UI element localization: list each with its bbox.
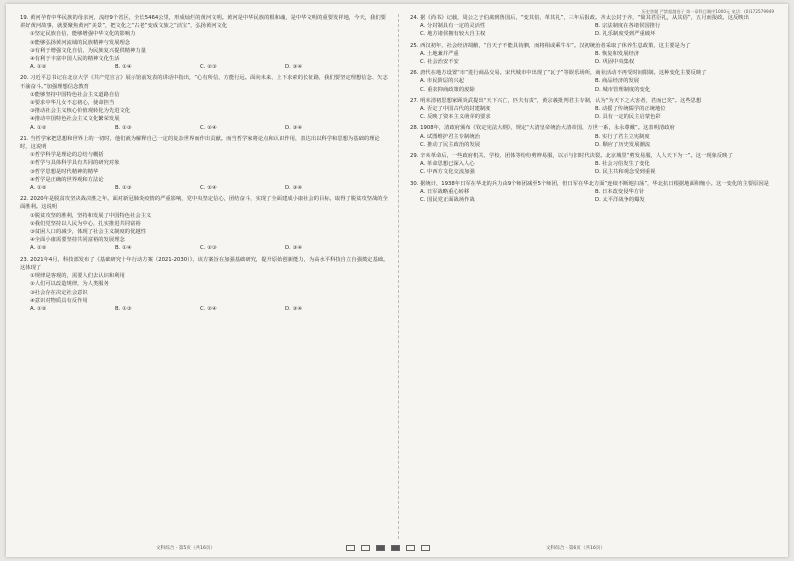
footer-left: 文科综合 · 第5页（共16页）: [156, 546, 216, 551]
statement-item: ④推动中国特色社会主义文化繁荣发展: [30, 116, 120, 123]
answer-option[interactable]: B. ①③: [115, 305, 132, 312]
question: [410, 42, 780, 67]
statement-item: ④意识对物质具有反作用: [30, 297, 88, 304]
answer-option[interactable]: A. ①②: [30, 64, 47, 71]
question-stem: 30. 据统计，1938年日军在华北的兵力由9个师团减至5个师团，但日军在华北方面“连续不断地扫荡”，华北抗日根据地面积缩小。这一变化的主要原因是: [410, 180, 769, 187]
answer-option[interactable]: A. 试图维护君主专制统治: [420, 133, 480, 140]
question-stem: 25. 西汉初年，社会经济凋敝，“自天子不能具钧驷，而将相或乘牛车”。汉初统治者采取了休养生息政策，这主要是为了: [410, 42, 691, 49]
answer-option[interactable]: B. 日本改变侵华方针: [595, 188, 645, 195]
statement-item: ③哲学思想是时代精神的精华: [30, 168, 99, 175]
statement-item: ③有利于增强文化自信，为民族复兴提供精神力量: [30, 47, 146, 54]
statement-item: ①哲学科学是理论的总结与概括: [30, 152, 104, 159]
answer-option[interactable]: B. 商品经济的发展: [595, 78, 640, 85]
question: [410, 69, 780, 94]
answer-option[interactable]: B. ①③: [115, 124, 132, 131]
answer-option[interactable]: C. ②④: [200, 124, 217, 131]
answer-option[interactable]: A. 分封制具有一定的灵活性: [420, 23, 486, 30]
answer-option[interactable]: D. 民主共和观念受到重视: [595, 169, 656, 176]
exam-sheet: [6, 4, 788, 557]
statement-item: ②人们可以改造规律，为人类服务: [30, 281, 109, 288]
statement-item: ①坚定民族自信，能够增强中华文化的影响力: [30, 31, 136, 38]
question: [410, 180, 780, 205]
answer-option[interactable]: D. 巩固中央集权: [595, 59, 635, 66]
page-dot[interactable]: [361, 545, 370, 551]
answer-option[interactable]: A. ①②: [30, 185, 47, 192]
question-stem: 28. 1908年，清政府颁布《钦定宪法大纲》，规定“大清皇帝统治大清帝国，万世一系，永永尊戴”。这表明清政府: [410, 125, 675, 132]
page-dot-active[interactable]: [391, 545, 400, 551]
answer-option[interactable]: B. 社会习俗发生了变化: [595, 161, 650, 168]
answer-option[interactable]: A. 市民阶层的兴起: [420, 78, 464, 85]
statement-item: ②哲学与具体科学具有共同的研究对象: [30, 160, 120, 167]
question: [410, 14, 780, 39]
page-dot-active[interactable]: [376, 545, 385, 551]
answer-option[interactable]: D. 礼乐制度受到严重破坏: [595, 31, 656, 38]
answer-option[interactable]: C. 地方诸侯拥有较大自主权: [420, 31, 486, 38]
answer-option[interactable]: C. ②③: [200, 245, 217, 252]
statement-item: ②能够弘扬黄河流域的民族精神与发展理念: [30, 39, 131, 46]
answer-option[interactable]: D. 顺应了历史发展潮流: [595, 141, 651, 148]
answer-option[interactable]: B. 宗法制度在各诸侯国推行: [595, 23, 661, 30]
question-stem: 23. 2021年4月，科技部发布了《基础研究十年行动方案（2021-2030）》，该方案旨在加强基础研究，提升原始创新能力，为高水平科技自立自强奠定基础。这体现了: [20, 256, 389, 271]
question: [410, 124, 780, 149]
statement-item: ①能够坚持中国特色社会主义道路自信: [30, 91, 120, 98]
question-stem: 21. 当哲学家把思想和世界上的一切时，他们就为解释自己一定的复杂世界而作出贡献。而当哲学家将论点和认识作用，表达出以科学和思想为基础的理论时，这说明: [20, 135, 380, 151]
answer-option[interactable]: D. 具有一定的民主启蒙色彩: [595, 114, 661, 121]
question-stem: 20. 习近平总书记在北京大学《共产党宣言》展示馆前发表的讲话中指出，“心有所信，方能行远。面向未来，上下求索的长征路，我们要坚定理想信念、矢志不渝奋斗。”加强理想信念教育: [20, 75, 388, 90]
page-header: 历史答题 严禁超越卷子 第一章科目顺序1000元 电话：(0)172579949: [641, 9, 774, 14]
question-stem: 29. 辛亥革命后，一些政府机关、学校、团体等纷纷剪辫易服，以示与旧时代决裂。北京城里“剪发易服，人人天下为一”。这一现象反映了: [410, 153, 733, 160]
answer-option[interactable]: B. ①④: [115, 64, 132, 71]
answer-option[interactable]: C. 中西方文化交流加强: [420, 169, 475, 176]
question-stem: 24. 据《尚书》记载，周公之子伯禽到鲁国后，“变其俗，革其礼”，三年后报政。齐太公封于齐，“简其君臣礼，从其俗”，五月而报政。这反映出: [410, 15, 749, 21]
question-stem: 22. 2020年是脱贫攻坚决战决胜之年。面对新冠肺炎疫情的严重影响，党中央坚定信心，团结奋斗，实现了全面建成小康社会的目标，取得了脱贫攻坚战的全面胜利。这说明: [20, 196, 388, 211]
question-stem: 27. 明末清初思想家顾炎武提出“天下兴亡，匹夫有责”，黄宗羲批判君主专制，认为“为天下之大害者，君而已矣”。这些思想: [410, 97, 702, 104]
statement-item: ①规律是客观的，需要人们去认识和利用: [30, 273, 125, 280]
answer-option[interactable]: D. ③④: [285, 305, 302, 312]
question: [20, 195, 390, 252]
statement-item: ④哲学是正确的世界观和方法论: [30, 176, 104, 183]
answer-option[interactable]: D. 城市管理制度的变化: [595, 86, 651, 93]
answer-option[interactable]: D. ③④: [285, 185, 302, 192]
statement-item: ②我们党坚持以人民为中心，扎实推进共同富裕: [30, 220, 141, 227]
statement-item: ④有利于丰富中国人民的精神文化生活: [30, 56, 120, 63]
right-column: [410, 14, 780, 207]
answer-option[interactable]: A. 土地兼并严重: [420, 50, 459, 57]
answer-option[interactable]: D. 太平洋战争的爆发: [595, 197, 645, 204]
answer-option[interactable]: C. 推动了民主政治的发展: [420, 141, 481, 148]
left-column: [20, 14, 390, 316]
page-dot[interactable]: [406, 545, 415, 551]
question: [20, 135, 390, 192]
answer-option[interactable]: C. 反映了资本主义萌芽的要求: [420, 114, 491, 121]
answer-option[interactable]: B. 实行了君主立宪制度: [595, 133, 650, 140]
answer-option[interactable]: C. 国民党正面战场作战: [420, 197, 475, 204]
statement-item: ③推动社会主义核心价值观转化为先进文化: [30, 108, 131, 115]
answer-option[interactable]: C. ②④: [200, 305, 217, 312]
answer-option[interactable]: C. ②③: [200, 64, 217, 71]
answer-option[interactable]: B. ①③: [115, 185, 132, 192]
answer-option[interactable]: D. ③④: [285, 64, 302, 71]
answer-option[interactable]: A. ①②: [30, 245, 47, 252]
statement-item: ④全面小康需要坚持共同富裕的发展理念: [30, 237, 125, 244]
statement-item: ②要求中华儿女不忘初心，使命担当: [30, 100, 115, 107]
answer-option[interactable]: A. 日军战略重心转移: [420, 188, 470, 195]
answer-option[interactable]: A. 革命思想已深入人心: [420, 161, 475, 168]
column-divider: [398, 14, 399, 539]
answer-option[interactable]: C. 重农抑商政策的废除: [420, 86, 475, 93]
answer-option[interactable]: B. ①④: [115, 245, 132, 252]
page-dot[interactable]: [421, 545, 430, 551]
answer-option[interactable]: C. ②④: [200, 185, 217, 192]
answer-option[interactable]: D. ③④: [285, 245, 302, 252]
answer-option[interactable]: B. 恢复和发展经济: [595, 50, 640, 57]
question-stem: 26. 唐代在地方设置“市”进行商品交易。宋代城市中出现了“瓦子”等娱乐场所，商业活动不再受时间限制。这种变化主要反映了: [410, 70, 707, 77]
question: [410, 152, 780, 177]
answer-option[interactable]: A. ①②: [30, 124, 47, 131]
page-dot[interactable]: [346, 545, 355, 551]
question: [410, 97, 780, 122]
statement-item: ①脱贫攻坚的胜利，坚持和发展了中国特色社会主义: [30, 212, 152, 219]
answer-option[interactable]: B. 动摇了传统儒学的正统地位: [595, 106, 666, 113]
answer-option[interactable]: D. ③④: [285, 124, 302, 131]
question: [20, 14, 390, 71]
answer-option[interactable]: A. ①②: [30, 305, 47, 312]
question: [20, 74, 390, 131]
footer-right: 文科综合 · 第6页（共16页）: [546, 546, 606, 551]
page-indicator[interactable]: [346, 545, 430, 551]
answer-option[interactable]: A. 否定了中国古代的封建制度: [420, 106, 491, 113]
question-stem: 19. 黄河孕育中华民族的母亲河，流经9个省区，全长5464公里，形成灿烂的黄河文明。黄河是中华民族的根和魂，是中华文明的重要发祥地，今天，我们要讲好黄河故事，就要聚焦黄河“美景”，把文化之“古老”变成文旅之“活宝”，弘扬黄河文化: [20, 15, 386, 30]
question: [20, 256, 390, 313]
statement-item: ③社会存在决定社会意识: [30, 289, 88, 296]
answer-option[interactable]: C. 社会治安不安: [420, 59, 459, 66]
statement-item: ③贫困人口的减少，体现了社会主义制度的优越性: [30, 229, 146, 236]
